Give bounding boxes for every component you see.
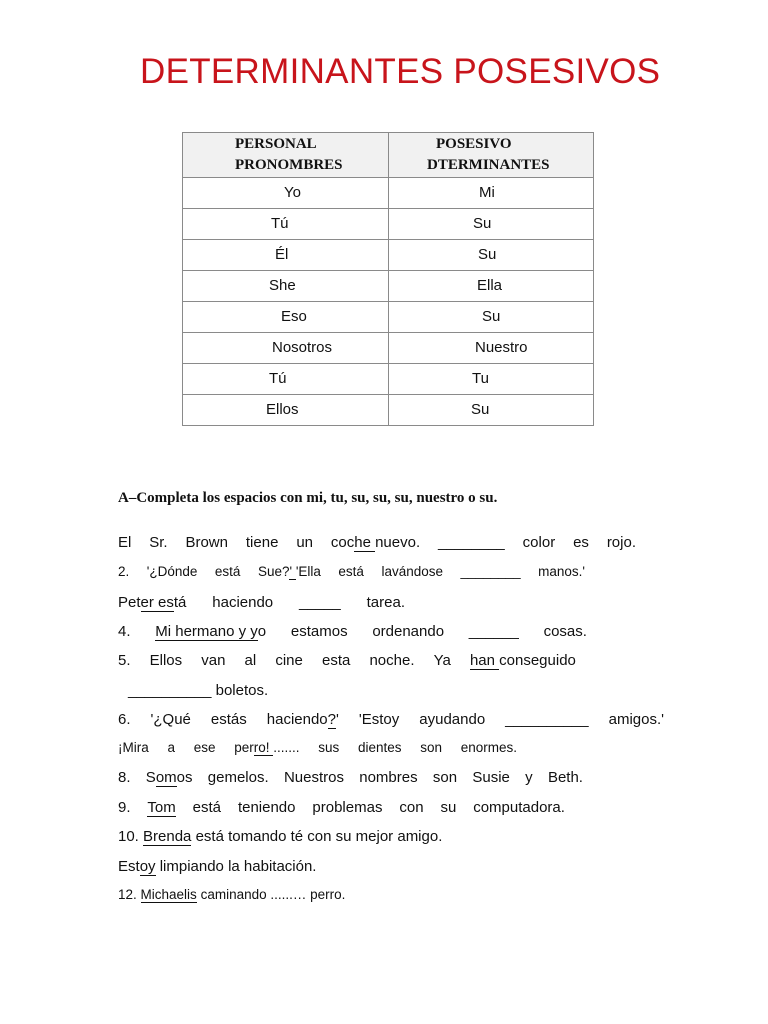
answer-blank[interactable]: ________ — [460, 564, 521, 579]
word: a — [167, 740, 175, 755]
answer-blank[interactable]: ________ — [438, 534, 505, 551]
table-row — [183, 240, 594, 271]
exercise-heading: A–Completa los espacios con mi, tu, su, su, su, nuestro o su. — [118, 490, 498, 506]
word: ordenando — [372, 623, 445, 640]
word: nombres — [359, 769, 418, 786]
exercise-line-9 — [118, 799, 565, 817]
table-row — [183, 395, 594, 426]
exercise-line-1 — [118, 534, 636, 551]
word — [267, 711, 339, 728]
exercise-line-8 — [118, 769, 583, 786]
word: '¿Dónde — [146, 564, 198, 579]
word: 10. — [118, 828, 144, 845]
word: manos.' — [538, 564, 585, 579]
word: lavándose — [381, 564, 444, 579]
word-part: 'Ella — [295, 564, 321, 579]
word — [331, 534, 420, 551]
underlined-text: he — [354, 534, 376, 551]
header-line: PERSONAL — [235, 136, 317, 152]
table-cell — [389, 395, 594, 426]
word: gemelos. — [207, 769, 269, 786]
word: tiene — [245, 534, 279, 551]
word: color — [522, 534, 556, 551]
underlined-text: han — [469, 652, 500, 669]
header-line: DTERMINANTES — [427, 157, 550, 173]
table-cell — [183, 302, 389, 333]
table-cell — [389, 364, 594, 395]
word: '¿Qué — [150, 711, 191, 728]
pronoun: Tú — [271, 215, 289, 232]
word: 9. — [118, 799, 131, 816]
exercise-line-4 — [118, 623, 587, 640]
table-row — [183, 209, 594, 240]
underlined-text: ? — [327, 711, 336, 728]
table-row — [183, 364, 594, 395]
word: Sr. — [149, 534, 168, 551]
underlined-text: er es — [140, 594, 174, 611]
table-cell — [183, 333, 389, 364]
word: está — [214, 564, 241, 579]
word: estamos — [290, 623, 348, 640]
pronoun: She — [269, 277, 296, 294]
word: caminando ......… perro. — [196, 887, 346, 902]
header-determiners — [389, 133, 594, 178]
determiner: Su — [478, 246, 497, 263]
word — [146, 769, 193, 786]
word — [118, 594, 186, 611]
word-part: conseguido — [499, 652, 576, 669]
word: 'Estoy — [358, 711, 400, 728]
table-header-row — [183, 133, 594, 178]
word: está — [338, 564, 364, 579]
underlined-text: om — [155, 769, 177, 786]
header-line: PRONOMBRES — [235, 157, 343, 173]
table-cell — [389, 240, 594, 271]
word: estás — [210, 711, 247, 728]
exercise-line-7 — [118, 740, 517, 755]
determiner: Nuestro — [475, 339, 528, 356]
word: 8. — [118, 769, 131, 786]
word: Susie — [472, 769, 510, 786]
table-cell — [183, 209, 389, 240]
table-row — [183, 333, 594, 364]
word: al — [244, 652, 257, 669]
underlined-text: oy — [139, 858, 156, 875]
determiner: Su — [473, 215, 492, 232]
table-cell — [389, 333, 594, 364]
pronoun: Tú — [269, 370, 287, 387]
word: y — [525, 769, 533, 786]
exercise-line-2 — [118, 564, 585, 579]
word: van — [201, 652, 226, 669]
word-part: Sue? — [257, 564, 290, 579]
word-part: ....... — [273, 740, 300, 755]
word: haciendo — [212, 594, 274, 611]
word: con — [399, 799, 424, 816]
word: su — [440, 799, 457, 816]
underlined-text: Brenda — [143, 828, 192, 845]
word: un — [296, 534, 313, 551]
word: sus — [318, 740, 340, 755]
word-part: S — [145, 769, 156, 786]
table-cell — [389, 209, 594, 240]
exercise-line-5 — [118, 652, 576, 669]
determiner: Mi — [479, 184, 495, 201]
word-part: o — [257, 623, 267, 640]
word: boletos. — [211, 682, 269, 699]
determiner: Su — [482, 308, 501, 325]
word-part: haciendo — [266, 711, 328, 728]
word: problemas — [312, 799, 383, 816]
table-cell — [183, 271, 389, 302]
word: enormes. — [460, 740, 517, 755]
table-cell — [389, 178, 594, 209]
word-part: os — [176, 769, 193, 786]
underlined-text: ' — [289, 564, 296, 579]
word: Ya — [433, 652, 451, 669]
word: Est — [118, 858, 140, 875]
word: son — [432, 769, 458, 786]
table-cell — [183, 364, 389, 395]
word: ese — [193, 740, 216, 755]
word: rojo. — [606, 534, 636, 551]
word-part: ' — [336, 711, 339, 728]
word: son — [420, 740, 442, 755]
exercise-line-3 — [118, 594, 405, 611]
word — [258, 564, 321, 579]
pronoun: Él — [275, 246, 289, 263]
table-row — [183, 302, 594, 333]
determiner: Ella — [477, 277, 503, 294]
underlined-text: ro! — [253, 740, 274, 755]
word-part: nuevo. — [375, 534, 421, 551]
table-row — [183, 271, 594, 302]
word-part: Pet — [118, 594, 141, 611]
answer-blank[interactable]: _____ — [299, 594, 341, 611]
word: 4. — [118, 623, 131, 640]
word: Ellos — [149, 652, 183, 669]
word: noche. — [369, 652, 415, 669]
word: esta — [321, 652, 351, 669]
word: amigos.' — [608, 711, 664, 728]
word — [470, 652, 576, 669]
word: teniendo — [237, 799, 296, 816]
answer-blank[interactable]: __________ — [128, 682, 212, 699]
word: 5. — [118, 652, 131, 669]
word: está — [192, 799, 222, 816]
word: 2. — [118, 564, 130, 579]
pronoun: Ellos — [266, 401, 299, 418]
word: tarea. — [366, 594, 405, 611]
word: El — [118, 534, 132, 551]
word: Beth. — [547, 769, 583, 786]
word: dientes — [357, 740, 402, 755]
underlined-text: Tom — [147, 799, 176, 816]
determiner: Tu — [472, 370, 489, 387]
table-cell — [389, 302, 594, 333]
exercise-line-5-continuation — [128, 682, 268, 699]
word — [234, 740, 299, 755]
word: cine — [275, 652, 303, 669]
possessive-table — [182, 132, 594, 426]
table-row — [183, 178, 594, 209]
exercise-line-12 — [118, 887, 345, 902]
word-part: tá — [173, 594, 187, 611]
pronoun: Yo — [284, 184, 301, 201]
word: cosas. — [543, 623, 587, 640]
word: 6. — [118, 711, 131, 728]
word: ayudando — [419, 711, 486, 728]
exercise-line-6 — [118, 711, 664, 728]
word: limpiando la habitación. — [155, 858, 317, 875]
word: es — [573, 534, 589, 551]
word: Nuestros — [283, 769, 344, 786]
page-title: DETERMINANTES POSESIVOS — [140, 52, 661, 91]
word: Brown — [185, 534, 228, 551]
word-part: coc — [330, 534, 355, 551]
exercise-line-10 — [118, 828, 442, 845]
header-pronouns — [183, 133, 389, 178]
table-cell — [183, 240, 389, 271]
word: ¡Mira — [118, 740, 149, 755]
word: 12. — [118, 887, 141, 902]
word-part: per — [234, 740, 254, 755]
pronoun: Eso — [281, 308, 307, 325]
table-cell — [183, 178, 389, 209]
answer-blank[interactable]: ______ — [468, 623, 519, 640]
pronoun: Nosotros — [272, 339, 333, 356]
determiner: Su — [471, 401, 490, 418]
word: está tomando té con su mejor amigo. — [191, 828, 443, 845]
table-cell — [389, 271, 594, 302]
underlined-text: Michaelis — [140, 887, 197, 902]
exercise-line-11 — [118, 858, 316, 875]
word — [155, 623, 266, 640]
table-cell — [183, 395, 389, 426]
header-line: POSESIVO — [436, 136, 512, 152]
word: computadora. — [473, 799, 565, 816]
underlined-text: Mi hermano y y — [155, 623, 258, 640]
answer-blank[interactable]: __________ — [505, 711, 589, 728]
